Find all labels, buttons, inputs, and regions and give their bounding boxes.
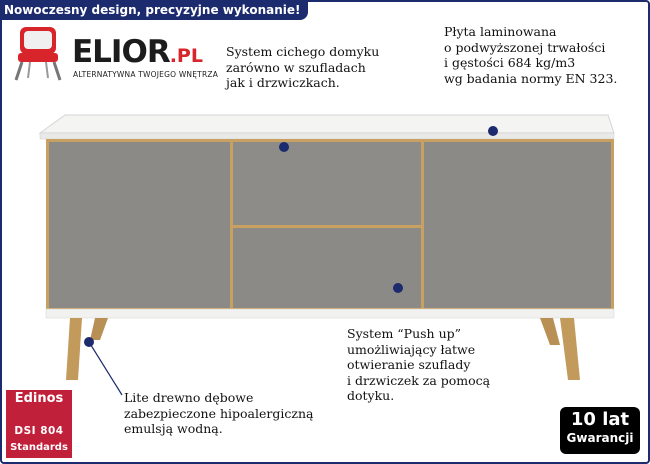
callout-drawers: System cichego domyku zarówno w szufladach jak i drzwiczkach. — [226, 44, 380, 90]
warranty-badge: 10 lat Gwarancji — [560, 407, 640, 454]
sideboard-illustration — [40, 115, 614, 380]
chair-icon — [16, 27, 60, 80]
brand-logo: ELIOR.PL — [72, 34, 203, 70]
callout-legs: Lite drewno dębowe zabezpieczone hipoalergiczną emulsją wodną. — [124, 390, 314, 436]
certificate-badge: Edinos DSI 804 Standards — [6, 390, 72, 458]
brand-tagline: ALTERNATYWNA TWOJEGO WNĘTRZA — [73, 70, 219, 79]
callout-pushup: System “Push up” umożliwiający łatwe otwieranie szuflady i drzwiczek za pomocą dotyku. — [347, 326, 491, 403]
callout-board: Płyta laminowana o podwyższonej trwałości i gęstości 684 kg/m3 wg badania normy EN 323. — [444, 24, 618, 86]
header-banner: Nowoczesny design, precyzyjne wykonanie! — [0, 0, 308, 20]
